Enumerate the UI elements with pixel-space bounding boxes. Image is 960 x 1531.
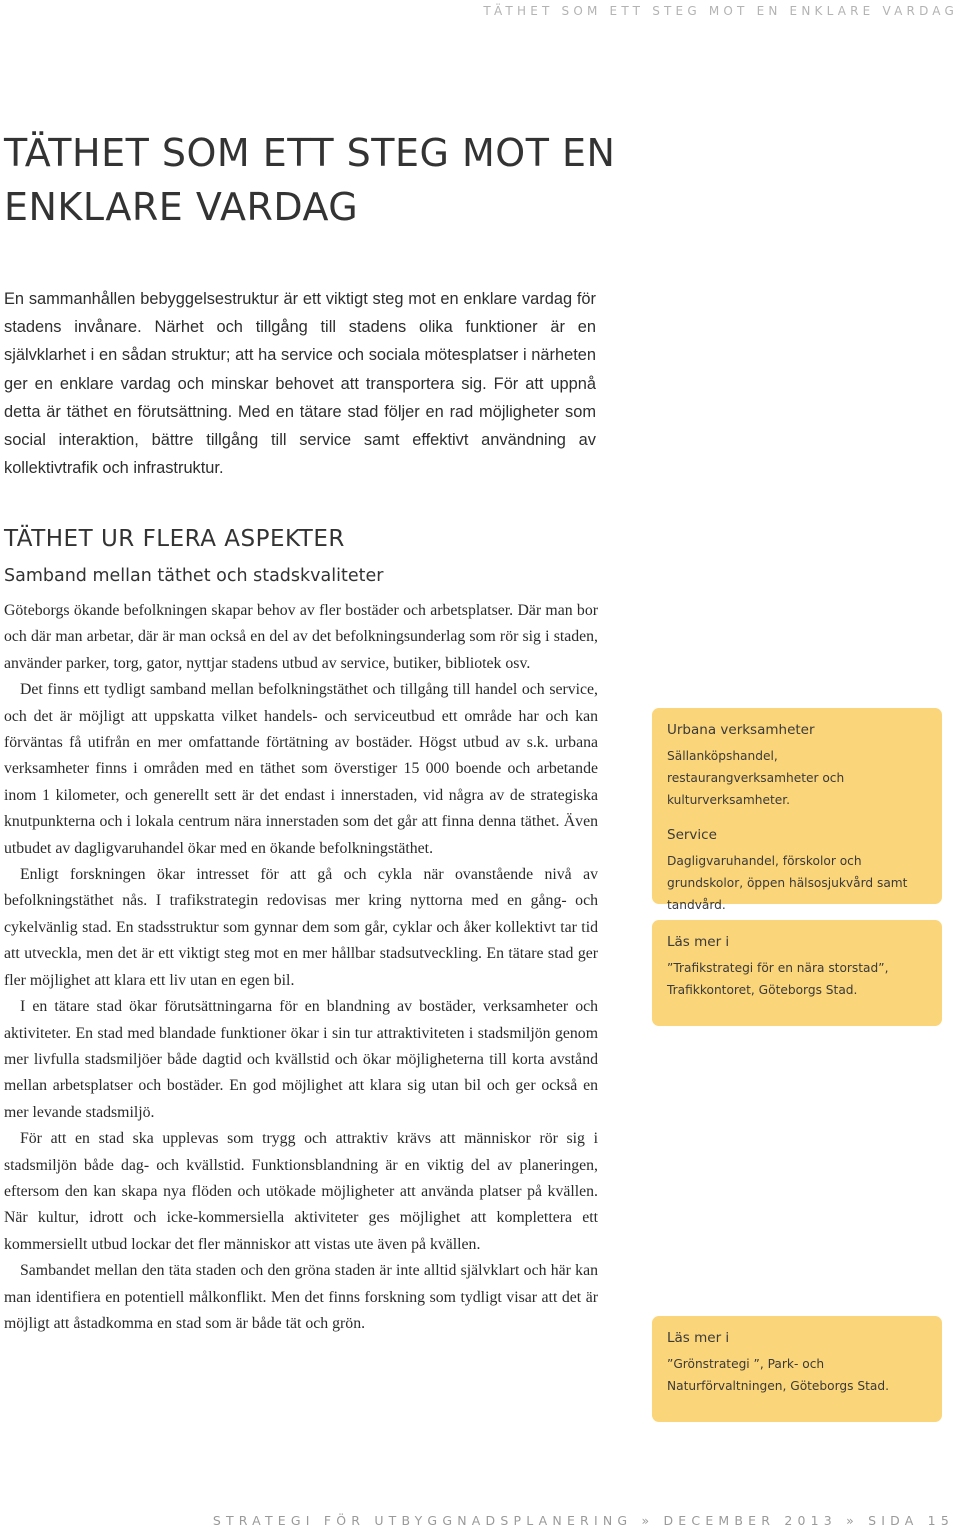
info-box-title-service: Service bbox=[667, 827, 717, 843]
info-box-read-more-green bbox=[652, 1316, 942, 1422]
info-box-read-more-title: Läs mer i bbox=[667, 1330, 730, 1346]
info-box-read-more-text: ”Grönstrategi ”, Park- och Naturförvaltningen, Göteborgs Stad. bbox=[667, 1357, 889, 1393]
page-title bbox=[4, 126, 704, 234]
intro-paragraph: En sammanhållen bebyggelsestruktur är ett viktigt steg mot en enklare vardag för stadens invånare. Närhet och tillgång till stadens olika funktioner är en självklarhet i en sådan struktur; att ha service och sociala mötesplatser i närheten ger en enklare vardag och minskar behovet att transportera sig. För att uppnå detta är täthet en förutsättning. Med en tätare stad följer en rad möjligheter som social interaktion, bättre tillgång till service samt effektivt användning av kollektivtrafik och infrastruktur. bbox=[4, 290, 596, 478]
body-paragraph-3: Enligt forskningen ökar intresset för att gå och cykla när ovanstående nivå av befolkningstäthet nås. I trafikstrategin redovisas mer kring nyttorna med en gång- och cykelvänlig stad. En stadsstruktur som gynnar dem som går, cyklar och åker kollektivt tar tid att utveckla, men det är ett viktigt steg mot en mer hållbar stadsutveckling. En tätare stad ger fler möjlighet att klara ett liv utan en egen bil. bbox=[4, 866, 598, 989]
info-box-read-more-text: ”Trafikstrategi för en nära storstad”, Trafikkontoret, Göteborgs Stad. bbox=[667, 961, 889, 997]
body-paragraph-6: Sambandet mellan den täta staden och den gröna staden är inte alltid självklart och här kan man identifiera en potentiell målkonflikt. Men det finns forskning som tydligt visar att det är möjligt att åstadkomma en stad som är både tät och grön. bbox=[4, 1262, 598, 1332]
body-paragraph-4: I en tätare stad ökar förutsättningarna för en blandning av bostäder, verksamheter och aktiviteter. En stad med blandade funktioner ökar i sin tur attraktiviteten i stadsmiljön genom mer livfulla stadsmiljöer både dagtid och kvällstid och ökar möjligheterna till korta avstånd mellan arbetsplatser och bostäder. En god möjlighet att klara sig utan bil och ger också en mer levande stadsmiljö. bbox=[4, 998, 598, 1121]
body-paragraph-5: För att en stad ska upplevas som trygg och attraktiv krävs att människor rör sig i stadsmiljön både dag- och kvällstid. Funktionsblandning är en viktig del av planeringen, eftersom den kan skapa nya flöden och utökade möjligheter att använda platser på kvällen. När kultur, idrott och icke-kommersiella aktiviteter ges möjlighet att komplettera ett kommersiellt utbud lockar det fler människor att vistas ute även på kvällen. bbox=[4, 1130, 598, 1253]
info-box-text-urbana: Sällanköpshandel, restaurangverksamheter och kulturverksamheter. bbox=[667, 749, 845, 807]
body-text bbox=[4, 598, 598, 1337]
body-paragraph-1: Göteborgs ökande befolkningen skapar behov av fler bostäder och arbetsplatser. Där man bor och där man arbetar, där är man också en del av det befolkningsunderlag som rör sig i staden, använder parker, torg, gator, nyttjar stadens utbud av service, butiker, bibliotek osv. bbox=[4, 602, 598, 672]
info-box-title-urbana: Urbana verksamheter bbox=[667, 722, 815, 738]
section-subheading: Samband mellan täthet och stadskvaliteter bbox=[4, 566, 384, 586]
info-box-definitions bbox=[652, 708, 942, 912]
page-title-line-1: TÄTHET SOM ETT STEG MOT EN bbox=[4, 131, 616, 175]
page-title-line-2: ENKLARE VARDAG bbox=[4, 185, 359, 229]
info-box-read-more-traffic bbox=[652, 920, 942, 1026]
info-box-read-more-title: Läs mer i bbox=[667, 934, 730, 950]
running-header: TÄTHET SOM ETT STEG MOT EN ENKLARE VARDAG bbox=[483, 4, 958, 18]
section-heading: TÄTHET UR FLERA ASPEKTER bbox=[4, 526, 345, 552]
body-paragraph-2: Det finns ett tydligt samband mellan befolkningstäthet och tillgång till handel och service, och det är möjligt att uppskatta vilket handels- och serviceutbud ett område har och kan förväntas få utifrån en mer omfattande förtätning av bostäder. Högst utbud av s.k. urbana verksamheter finns i områden med en täthet som överstiger 15 000 boende och arbetande inom 1 kilometer, och generellt sett är det endast i innerstaden, vid några av de strategiska knutpunkterna och i lokala centrum nära innerstaden som det går att finna denna täthet. Även utbudet av dagligvaruhandel ökar med en ökande befolkningstäthet. bbox=[4, 681, 598, 857]
info-box-text-service: Dagligvaruhandel, förskolor och grundskolor, öppen hälsosjukvård samt tandvård. bbox=[667, 854, 908, 912]
page-footer: STRATEGI FÖR UTBYGGNADSPLANERING » DECEMBER 2013 » SIDA 15 bbox=[212, 1513, 954, 1528]
